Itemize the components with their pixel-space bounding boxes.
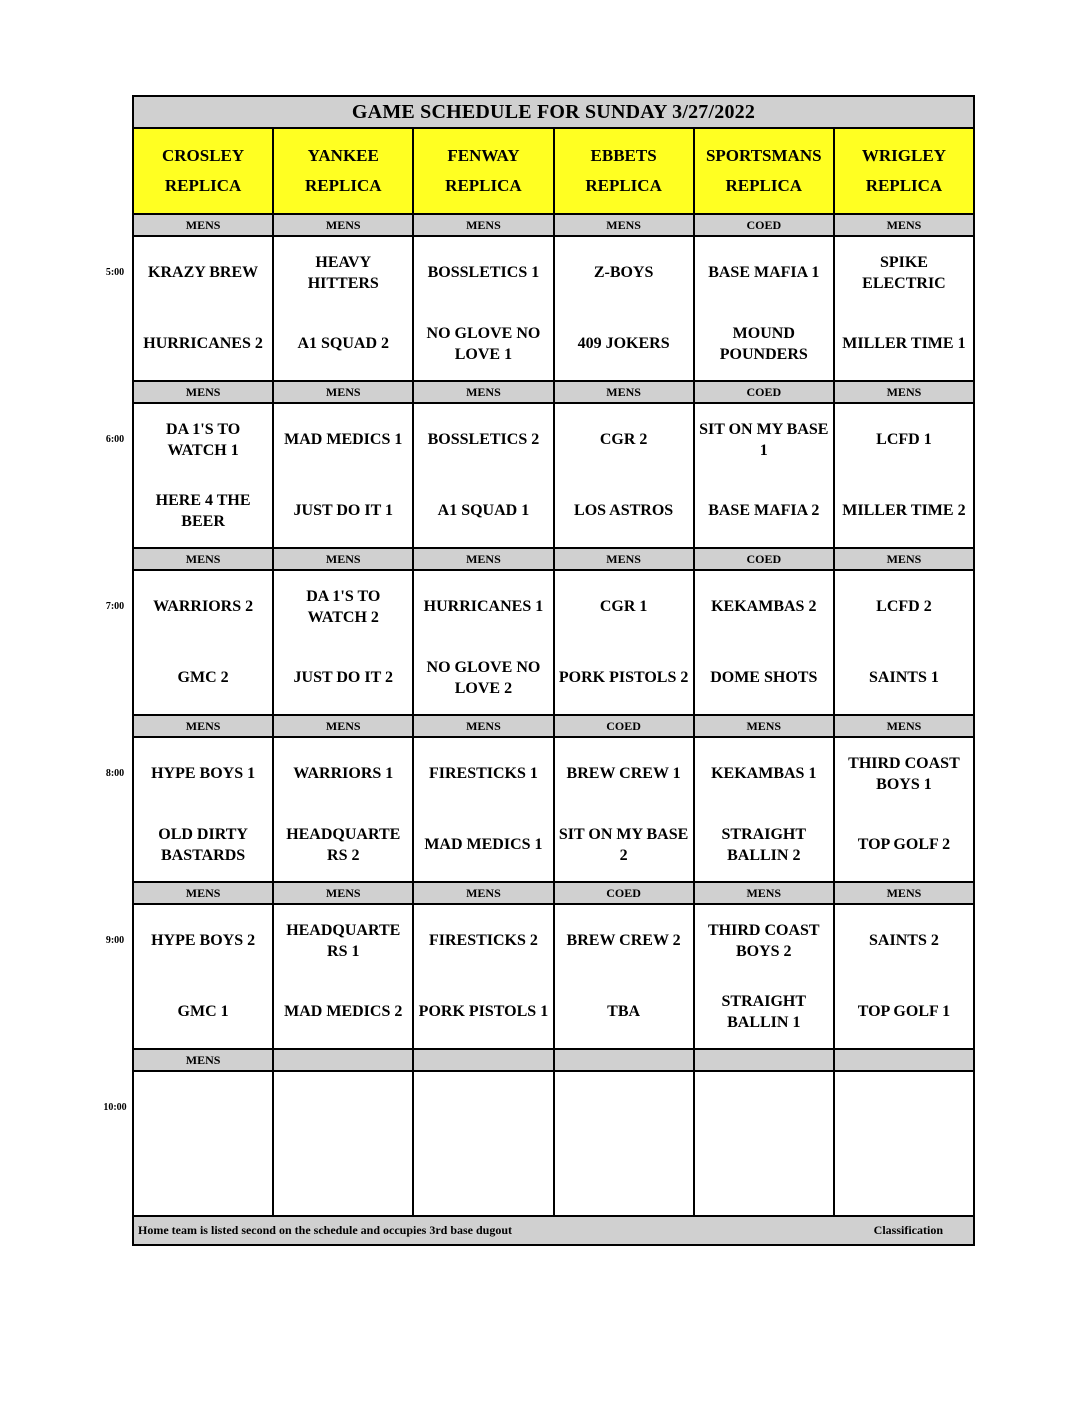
footer-bar [134,1217,973,1244]
home-team: GMC 1 [177,1003,229,1020]
away-team: LCFD 1 [876,431,932,448]
classification-cell: MENS [274,215,414,235]
home-team: HURRICANES 2 [143,335,263,352]
empty-game-cell [555,1072,695,1215]
away-team: HEAVY HITTERS [307,253,379,292]
game-cell [555,404,695,547]
time-label: 7:00 [105,601,125,612]
footer-legend: Classification [873,1223,943,1237]
field-header-yankee [274,129,414,213]
empty-game-cell [695,1072,835,1215]
games-row [134,404,973,549]
game-cell [835,738,973,881]
away-team: HURRICANES 1 [423,598,544,615]
classification-cell: MENS [134,883,274,903]
field-name: SPORTSMANS [705,146,822,165]
away-team: SAINTS 2 [869,932,939,949]
home-team: JUST DO IT 2 [293,669,393,686]
home-team: PORK PISTOLS 1 [418,1003,549,1020]
games-row [134,237,973,382]
field-type: REPLICA [865,176,943,195]
classification-cell [695,1050,835,1070]
game-cell [555,905,695,1048]
away-team: KEKAMBAS 2 [711,598,817,615]
classification-cell: MENS [134,215,274,235]
home-team: 409 JOKERS [577,335,670,352]
game-cell [414,571,554,714]
page-title: GAME SCHEDULE FOR SUNDAY 3/27/2022 [134,97,973,129]
game-cell [134,571,274,714]
classification-cell: MENS [134,549,274,569]
game-cell [555,571,695,714]
home-team: A1 SQUAD 1 [437,502,530,519]
classification-cell: MENS [414,883,554,903]
game-cell [695,738,835,881]
games-row [134,571,973,716]
classification-cell: MENS [134,1050,274,1070]
schedule-sheet [132,95,975,1246]
away-team: BREW CREW 1 [566,765,681,782]
time-label: 9:00 [105,935,125,946]
home-team: MILLER TIME 1 [842,335,966,352]
games-row [134,905,973,1050]
away-team: HYPE BOYS 2 [151,932,256,949]
away-team: FIRESTICKS 2 [428,932,538,949]
field-name: EBBETS [590,146,657,165]
game-cell [555,738,695,881]
classification-row [134,382,973,404]
classification-cell: MENS [274,883,414,903]
game-cell [695,237,835,380]
away-team: WARRIORS 2 [153,598,254,615]
away-team: BOSSLETICS 1 [427,264,540,281]
away-team: WARRIORS 1 [293,765,394,782]
time-label: 8:00 [105,768,125,779]
classification-row [134,883,973,905]
field-header-fenway [414,129,554,213]
time-slots [134,215,973,1217]
field-header-wrigley [835,129,973,213]
classification-cell: MENS [886,885,922,900]
game-cell [835,237,973,380]
away-team: MAD MEDICS 1 [284,431,403,448]
game-cell [134,404,274,547]
classification-cell: MENS [886,551,922,566]
game-cell [274,237,414,380]
away-team: DA 1'S TO WATCH 2 [306,587,381,626]
field-type: REPLICA [725,176,803,195]
field-type: REPLICA [305,176,382,195]
classification-row [134,1050,973,1072]
away-team: HEADQUARTE RS 1 [286,921,401,960]
away-team: BREW CREW 2 [566,932,681,949]
games-row [134,738,973,883]
field-name: YANKEE [307,146,379,165]
game-cell [274,404,414,547]
time-label: 5:00 [105,267,125,278]
home-team: TOP GOLF 1 [857,1003,951,1020]
away-team: THIRD COAST BOYS 1 [848,754,960,793]
field-type: REPLICA [164,176,242,195]
game-cell [695,905,835,1048]
classification-cell [835,1050,973,1070]
classification-cell: MENS [555,382,695,402]
empty-game-cell [134,1072,274,1215]
home-team: MILLER TIME 2 [842,502,966,519]
away-team: LCFD 2 [876,598,932,615]
empty-game-cell [835,1072,973,1215]
home-team: TBA [607,1003,641,1020]
classification-cell: MENS [274,716,414,736]
field-header-crosley [134,129,274,213]
classification-cell: COED [695,382,835,402]
home-team: NO GLOVE NO LOVE 1 [426,324,541,363]
home-team: SIT ON MY BASE 2 [558,825,689,864]
game-cell [835,404,973,547]
classification-cell: MENS [555,549,695,569]
home-team: BASE MAFIA 2 [708,502,820,519]
classification-cell: MENS [134,716,274,736]
home-team: OLD DIRTY BASTARDS [158,825,248,864]
game-cell [414,905,554,1048]
field-name: CROSLEY [161,146,245,165]
home-team: STRAIGHT BALLIN 1 [721,992,806,1031]
away-team: BASE MAFIA 1 [708,264,820,281]
game-cell [835,571,973,714]
classification-cell: MENS [886,217,922,232]
classification-cell: MENS [414,549,554,569]
game-cell [555,237,695,380]
away-team: KRAZY BREW [148,264,259,281]
classification-cell: MENS [414,716,554,736]
classification-cell: COED [555,883,695,903]
empty-game-cell [274,1072,414,1215]
home-team: MAD MEDICS 2 [284,1003,403,1020]
home-team: LOS ASTROS [574,502,674,519]
classification-cell: MENS [886,718,922,733]
classification-cell: COED [555,716,695,736]
game-cell [695,571,835,714]
home-team: STRAIGHT BALLIN 2 [721,825,806,864]
classification-cell: MENS [695,883,835,903]
home-team: DOME SHOTS [710,669,818,686]
classification-row [134,549,973,571]
field-header-ebbets [555,129,695,213]
home-team: MAD MEDICS 1 [424,836,543,853]
away-team: Z-BOYS [593,264,654,281]
home-team: PORK PISTOLS 2 [558,669,689,686]
field-header-sportsmans [695,129,835,213]
home-team: TOP GOLF 2 [857,836,951,853]
away-team: SPIKE ELECTRIC [862,253,946,292]
time-label: 10:00 [103,1102,127,1113]
game-cell [134,738,274,881]
field-type: REPLICA [585,176,662,195]
game-cell [134,237,274,380]
field-header-row [134,129,973,215]
empty-games-row [134,1072,973,1217]
classification-cell: MENS [134,382,274,402]
away-team: CGR 1 [599,598,648,615]
home-team: GMC 2 [177,669,229,686]
classification-cell: MENS [274,549,414,569]
home-team: MOUND POUNDERS [719,324,808,363]
game-cell [274,571,414,714]
classification-cell: COED [695,549,835,569]
classification-cell [274,1050,414,1070]
away-team: CGR 2 [599,431,648,448]
classification-cell: MENS [695,716,835,736]
game-cell [414,237,554,380]
game-cell [695,404,835,547]
away-team: SIT ON MY BASE 1 [699,420,829,459]
game-cell [835,905,973,1048]
home-team: A1 SQUAD 2 [297,335,390,352]
away-team: THIRD COAST BOYS 2 [707,921,820,960]
footer-note: Home team is listed second on the schedule and occupies 3rd base dugout [138,1223,513,1237]
classification-row [134,716,973,738]
field-name: WRIGLEY [861,146,946,165]
classification-cell [555,1050,695,1070]
field-name: FENWAY [447,146,520,165]
game-cell [414,738,554,881]
classification-cell: MENS [414,382,554,402]
classification-row [134,215,973,237]
home-team: SAINTS 1 [869,669,939,686]
away-team: FIRESTICKS 1 [428,765,538,782]
game-cell [414,404,554,547]
game-cell [274,905,414,1048]
classification-cell: MENS [274,382,414,402]
classification-cell: MENS [555,215,695,235]
home-team: HEADQUARTE RS 2 [286,825,401,864]
time-label: 6:00 [105,434,125,445]
home-team: HERE 4 THE BEER [155,491,251,530]
field-type: REPLICA [445,176,522,195]
classification-cell: COED [695,215,835,235]
classification-cell: MENS [886,384,922,399]
classification-cell: MENS [414,215,554,235]
away-team: BOSSLETICS 2 [427,431,540,448]
classification-cell [414,1050,554,1070]
away-team: DA 1'S TO WATCH 1 [166,420,241,459]
home-team: JUST DO IT 1 [293,502,393,519]
game-cell [134,905,274,1048]
away-team: HYPE BOYS 1 [151,765,256,782]
game-cell [274,738,414,881]
home-team: NO GLOVE NO LOVE 2 [426,658,541,697]
away-team: KEKAMBAS 1 [711,765,817,782]
empty-game-cell [414,1072,554,1215]
